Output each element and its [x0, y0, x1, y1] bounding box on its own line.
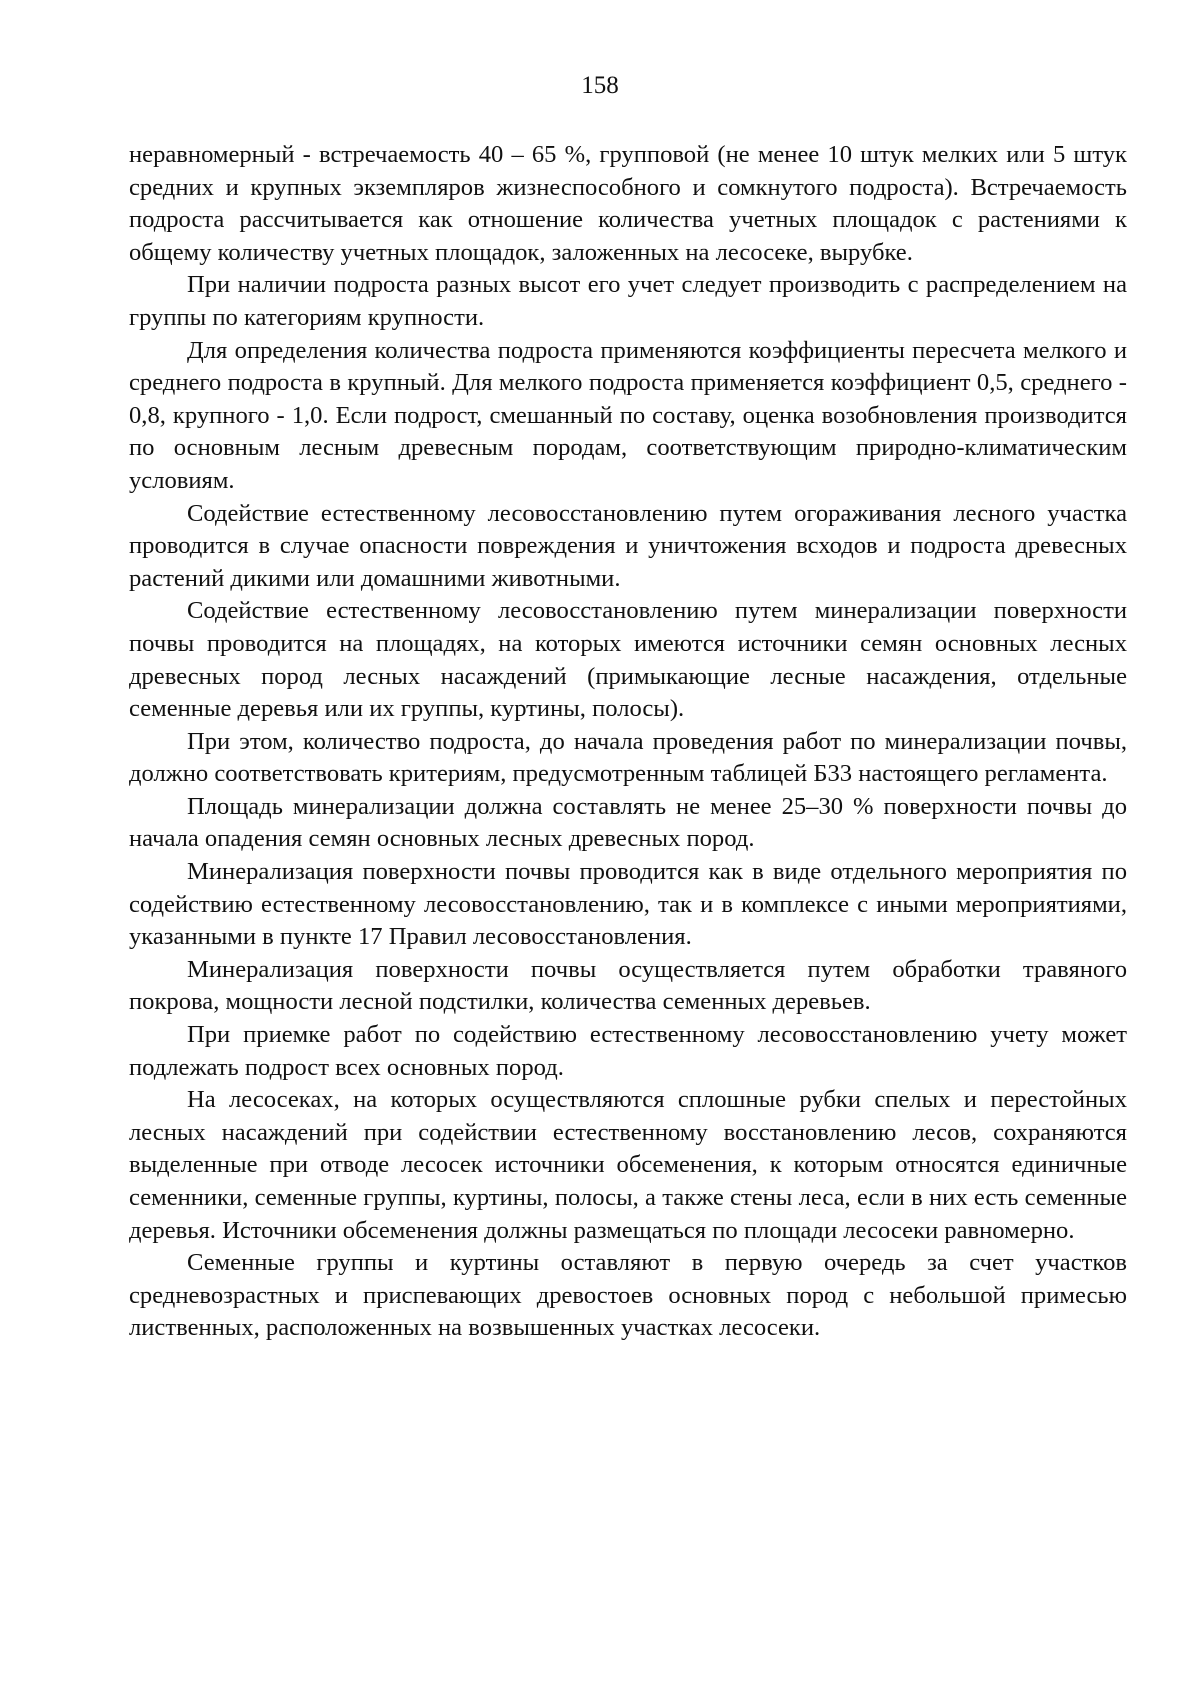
- paragraph-criteria-table: При этом, количество подроста, до начала проведения работ по минерализации почвы, должно соответствовать критериям, предусмотренным таблицей Б33 настоящего регламента.: [129, 727, 1127, 788]
- paragraph-acceptance: При приемке работ по содействию естественному лесовосстановлению учету может подлежать подрост всех основных пород.: [129, 1021, 1127, 1081]
- document-body: [129, 139, 1127, 1345]
- paragraph-mineralization-method: Минерализация поверхности почвы осуществляется путем обработки травяного покрова, мощности лесной подстилки, количества семенных деревьев.: [129, 955, 1127, 1016]
- paragraph-mineralization-area: Площадь минерализации должна составлять не менее 25–30 % поверхности почвы до начала опадения семян основных лесных древесных пород.: [129, 792, 1127, 853]
- paragraph-undergrowth-heights: При наличии подроста разных высот его учет следует производить с распределением на группы по категориям крупности.: [129, 271, 1127, 331]
- paragraph-fencing: Содействие естественному лесовосстановлению путем огораживания лесного участка проводится в случае опасности повреждения и уничтожения всходов и подроста древесных растений дикими или домашними животными.: [129, 499, 1127, 592]
- paragraph-continuation: неравномерный - встречаемость 40 – 65 %, групповой (не менее 10 штук мелких или 5 штук средних и крупных экземпляров жизнеспособного и сомкнутого подроста). Встречаемость подроста рассчитывается как отношение количества учетных площадок с растениями к общему количеству учетных площадок, заложенных на лесосеке, вырубке.: [129, 141, 1127, 266]
- paragraph-seed-groups: Семенные группы и куртины оставляют в первую очередь за счет участков средневозрастных и приспевающих древостоев основных пород с небольшой примесью лиственных, расположенных на возвышенных участках лесосеки.: [129, 1249, 1127, 1342]
- paragraph-mineralization-measures: Минерализация поверхности почвы проводится как в виде отдельного мероприятия по содействию естественному лесовосстановлению, так и в комплексе с иными мероприятиями, указанными в пункте 17 Правил лесовосстановления.: [129, 858, 1127, 951]
- page-number: 158: [581, 72, 619, 99]
- paragraph-conversion-coefficients: Для определения количества подроста применяются коэффициенты пересчета мелкого и среднего подроста в крупный. Для мелкого подроста применяется коэффициент 0,5, среднего - 0,8, крупного - 1,0. Если подрост, смешанный по составу, оценка возобновления производится по основным лесным древесным породам, соответствующим природно-климатическим условиям.: [129, 336, 1127, 494]
- paragraph-soil-mineralization: Содействие естественному лесовосстановлению путем минерализации поверхности почвы проводится на площадях, на которых имеются источники семян основных лесных древесных пород лесных насаждений (примыкающие лесные насаждения, отдельные семенные деревья или их группы, куртины, полосы).: [129, 597, 1127, 723]
- paragraph-seed-sources: На лесосеках, на которых осуществляются сплошные рубки спелых и перестойных лесных насаждений при содействии естественному восстановлению лесов, сохраняются выделенные при отводе лесосек источники обсеменения, к которым относятся единичные семенники, семенные группы, куртины, полосы, а также стены леса, если в них есть семенные деревья. Источники обсеменения должны размещаться по площади лесосеки равномерно.: [129, 1086, 1127, 1244]
